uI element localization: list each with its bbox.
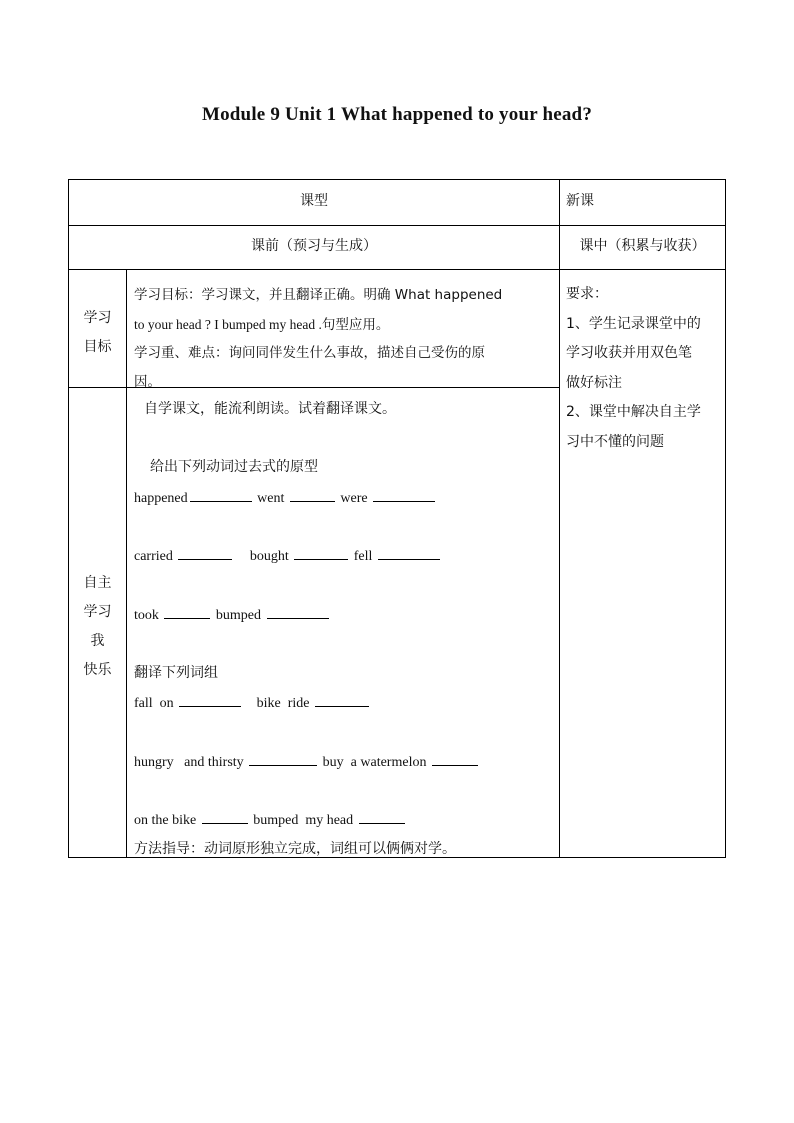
- lesson-type-value: 新课: [566, 193, 594, 209]
- requirements: [566, 280, 701, 457]
- in-class-heading: 课中（积累与收获）: [579, 238, 706, 254]
- answer-blank[interactable]: [359, 811, 405, 824]
- verb-word: were: [340, 491, 368, 506]
- self-study-label-line: 自主: [83, 575, 112, 591]
- self-study-label: [69, 569, 126, 685]
- phrase-text: hungry and thirsty: [134, 755, 244, 770]
- phrases-row: [134, 753, 480, 771]
- verb-word: fell: [353, 549, 373, 564]
- verb-word: bought: [249, 549, 289, 564]
- pre-class-heading: 课前（预习与生成）: [251, 238, 377, 254]
- goals-label: [69, 304, 126, 362]
- self-study-label-line: 学习: [83, 604, 112, 620]
- task2-title: 翻译下列词组: [134, 665, 218, 681]
- table-divider: [68, 225, 726, 226]
- phrase-text: on the bike: [134, 813, 197, 828]
- verb-word: carried: [134, 549, 173, 564]
- task1-title: 给出下列动词过去式的原型: [150, 459, 318, 475]
- method-guidance: 方法指导：动词原形独立完成，词组可以俩俩对学。: [134, 841, 456, 857]
- lesson-type-label: 课型: [300, 193, 328, 209]
- verbs-row: [134, 489, 437, 507]
- answer-blank[interactable]: [178, 547, 232, 560]
- verb-word: bumped: [215, 608, 261, 623]
- answer-blank[interactable]: [190, 489, 252, 502]
- self-study-label-line: 快乐: [83, 662, 112, 678]
- table-border-top: [68, 179, 726, 180]
- requirements-line: 习中不懂的问题: [566, 433, 664, 450]
- goals-text: [134, 281, 554, 397]
- goals-line: to your head ? I bumped my head .句型应用。: [134, 317, 390, 332]
- requirements-line: 学习收获并用双色笔: [566, 345, 692, 361]
- answer-blank[interactable]: [249, 753, 317, 766]
- answer-blank[interactable]: [294, 547, 348, 560]
- answer-blank[interactable]: [164, 606, 210, 619]
- table-divider: [559, 179, 560, 858]
- phrase-text: buy a watermelon: [322, 755, 427, 770]
- phrase-text: fall on: [134, 696, 174, 711]
- table-divider: [68, 269, 726, 270]
- answer-blank[interactable]: [432, 753, 478, 766]
- goals-label-line: 学习: [83, 310, 112, 326]
- phrase-text: bumped my head: [253, 813, 354, 828]
- verb-word: happened: [134, 491, 188, 506]
- answer-blank[interactable]: [290, 489, 335, 502]
- verbs-row: [134, 547, 442, 565]
- verb-word: took: [134, 608, 159, 623]
- verb-word: went: [257, 491, 285, 506]
- table-border-right: [725, 179, 726, 858]
- answer-blank[interactable]: [378, 547, 440, 560]
- self-study-intro: 自学课文，能流利朗读。试着翻译课文。: [144, 401, 396, 417]
- answer-blank[interactable]: [315, 694, 369, 707]
- verbs-row: [134, 606, 331, 624]
- answer-blank[interactable]: [179, 694, 241, 707]
- requirements-line: 做好标注: [566, 374, 622, 391]
- table-divider: [126, 269, 127, 858]
- goals-label-line: 目标: [83, 339, 112, 355]
- requirements-heading: 要求：: [566, 286, 608, 302]
- requirements-line: 1、学生记录课堂中的: [566, 315, 701, 332]
- answer-blank[interactable]: [202, 811, 248, 824]
- table-border-left: [68, 179, 69, 858]
- goals-line: 学习重、难点：询问同伴发生什么事故，描述自己受伤的原: [134, 345, 485, 361]
- goals-line: 因。: [134, 374, 161, 390]
- page-title: Module 9 Unit 1 What happened to your head?: [201, 104, 593, 125]
- self-study-label-line: 我: [90, 633, 105, 649]
- phrases-row: [134, 694, 371, 712]
- phrases-row: [134, 811, 407, 829]
- answer-blank[interactable]: [373, 489, 435, 502]
- answer-blank[interactable]: [267, 606, 329, 619]
- requirements-line: 2、课堂中解决自主学: [566, 404, 701, 420]
- goals-line: 学习目标：学习课文，并且翻译正确。明确 What happened: [134, 287, 503, 303]
- phrase-text: bike ride: [256, 696, 310, 711]
